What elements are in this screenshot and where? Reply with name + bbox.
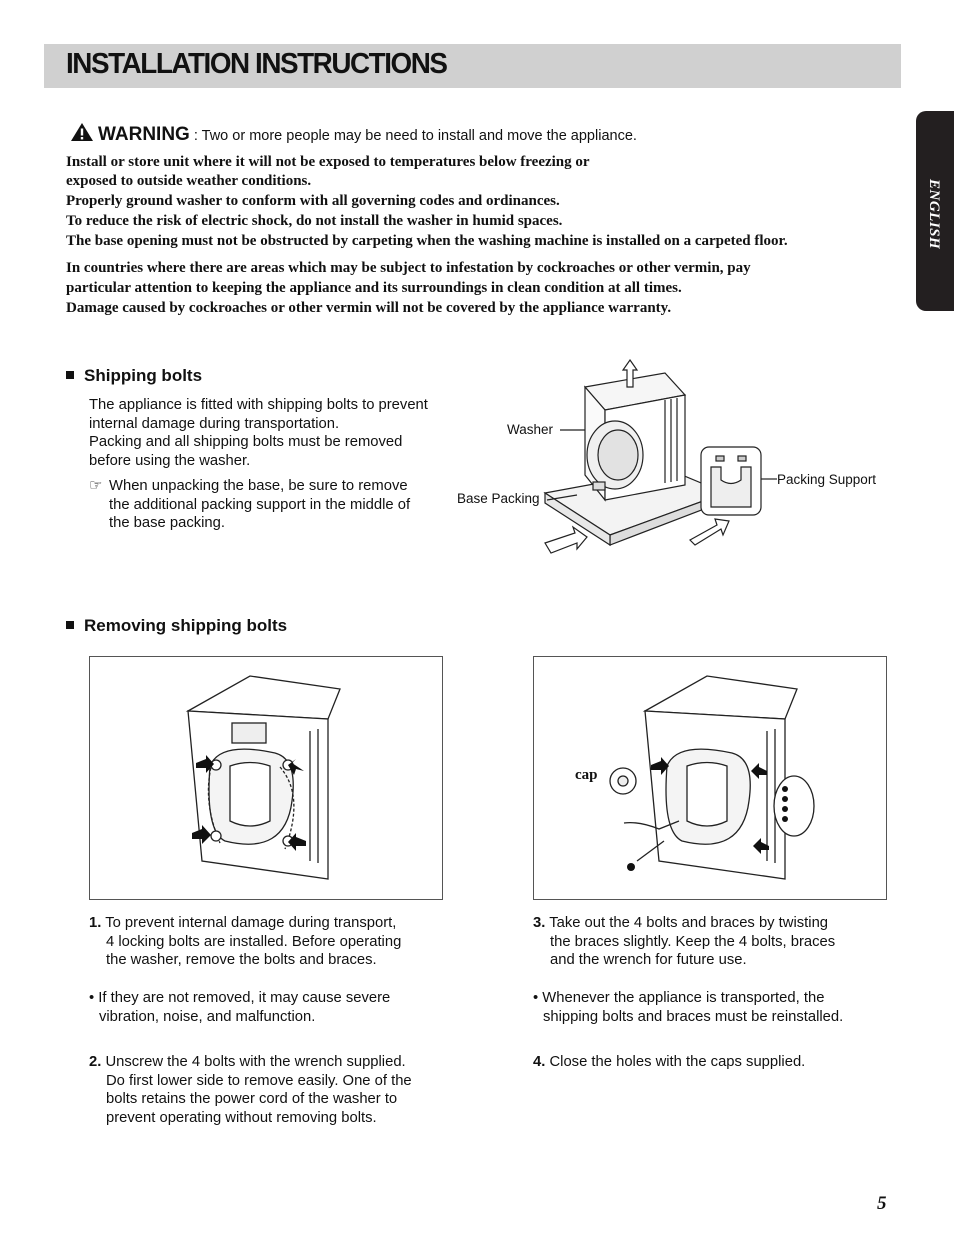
step-line: Do first lower side to remove easily. One of the — [106, 1072, 412, 1089]
warning-line-3: Properly ground washer to conform with all governing codes and ordinances. — [66, 193, 560, 209]
step-1 — [89, 914, 401, 970]
paragraph-line: The appliance is fitted with shipping bolts to prevent — [89, 397, 428, 413]
removing-bolts-heading — [66, 616, 287, 636]
step-line: the braces slightly. Keep the 4 bolts, braces — [550, 933, 836, 950]
warning-line-2: exposed to outside weather conditions. — [66, 173, 312, 189]
step-line: Unscrew the 4 bolts with the wrench supplied. — [105, 1054, 406, 1070]
warning-lines — [66, 152, 788, 251]
removing-bolts-heading-text: Removing shipping bolts — [84, 616, 288, 635]
pointing-hand-icon: ☞ — [89, 478, 103, 494]
warning-line-4: To reduce the risk of electric shock, do not install the washer in humid spaces. — [66, 213, 563, 229]
shipping-bolts-paragraph — [89, 396, 428, 471]
warning-intro: : Two or more people may be need to install and move the appliance. — [189, 128, 637, 144]
vermin-lines — [66, 258, 751, 318]
shipping-bolts-note — [89, 477, 410, 533]
step-2-number: 2. — [89, 1054, 102, 1070]
packing-support-label: Packing Support — [777, 472, 877, 487]
warning-line-5: The base opening must not be obstructed by carpeting when the washing machine is installed on a carpeted floor. — [66, 233, 788, 249]
page-number: 5 — [877, 1193, 887, 1214]
step-2 — [89, 1053, 412, 1128]
paragraph-line: Packing and all shipping bolts must be removed — [89, 434, 403, 451]
paragraph-line: before using the washer. — [89, 453, 251, 470]
bullet-3 — [533, 989, 843, 1026]
step-line: Take out the 4 bolts and braces by twisting — [549, 915, 829, 931]
vermin-line-2: particular attention to keeping the appliance and its surroundings in clean condition at all times. — [66, 280, 682, 296]
cap-label: cap — [575, 767, 598, 783]
figure-2-frame — [533, 656, 887, 900]
note-line: When unpacking the base, be sure to remove — [109, 478, 408, 494]
bullet-1 — [89, 989, 390, 1026]
washer-rear-view-figure — [180, 671, 360, 886]
vermin-line-1: In countries where there are areas which may be subject to infestation by cockroaches or other vermin, pay — [66, 260, 751, 276]
unpacking-figure — [455, 355, 895, 570]
step-3 — [533, 914, 835, 970]
language-tab — [916, 111, 954, 311]
bullet-line: shipping bolts and braces must be reinstalled. — [543, 1008, 844, 1025]
page-title: INSTALLATION INSTRUCTIONS — [66, 48, 447, 80]
step-line: the washer, remove the bolts and braces. — [106, 952, 377, 969]
step-line: To prevent internal damage during transport, — [105, 915, 397, 931]
shipping-bolts-heading — [66, 366, 202, 386]
bullet-line: • Whenever the appliance is transported, the — [533, 990, 825, 1006]
figure-1-frame — [89, 656, 443, 900]
warning-title: WARNING — [98, 124, 190, 145]
warning-line — [70, 122, 637, 146]
step-line: Close the holes with the caps supplied. — [549, 1054, 806, 1070]
step-1-number: 1. — [89, 915, 102, 931]
header-bar — [44, 44, 901, 88]
shipping-bolts-heading-text: Shipping bolts — [84, 366, 203, 385]
step-4-number: 4. — [533, 1054, 546, 1070]
step-line: and the wrench for future use. — [550, 952, 747, 969]
step-4 — [533, 1053, 805, 1072]
bolts-removed-figure — [609, 671, 819, 886]
language-tab-label: ENGLISH — [926, 179, 942, 250]
base-packing-label: Base Packing — [457, 491, 540, 506]
bullet-line: • If they are not removed, it may cause severe — [89, 990, 391, 1006]
note-line: the additional packing support in the middle of — [109, 496, 411, 513]
washer-label: Washer — [507, 422, 554, 437]
warning-line-1: Install or store unit where it will not be exposed to temperatures below freezing or — [66, 154, 590, 170]
paragraph-line: internal damage during transportation. — [89, 415, 340, 432]
note-line: the base packing. — [109, 515, 225, 532]
step-line: 4 locking bolts are installed. Before operating — [106, 933, 402, 950]
warning-triangle-icon — [70, 122, 94, 146]
vermin-line-3: Damage caused by cockroaches or other vermin will not be covered by the appliance warranty. — [66, 300, 672, 316]
step-line: bolts retains the power cord of the washer to — [106, 1091, 398, 1108]
step-line: prevent operating without removing bolts. — [106, 1110, 377, 1127]
step-3-number: 3. — [533, 915, 546, 931]
bullet-line: vibration, noise, and malfunction. — [99, 1008, 316, 1025]
